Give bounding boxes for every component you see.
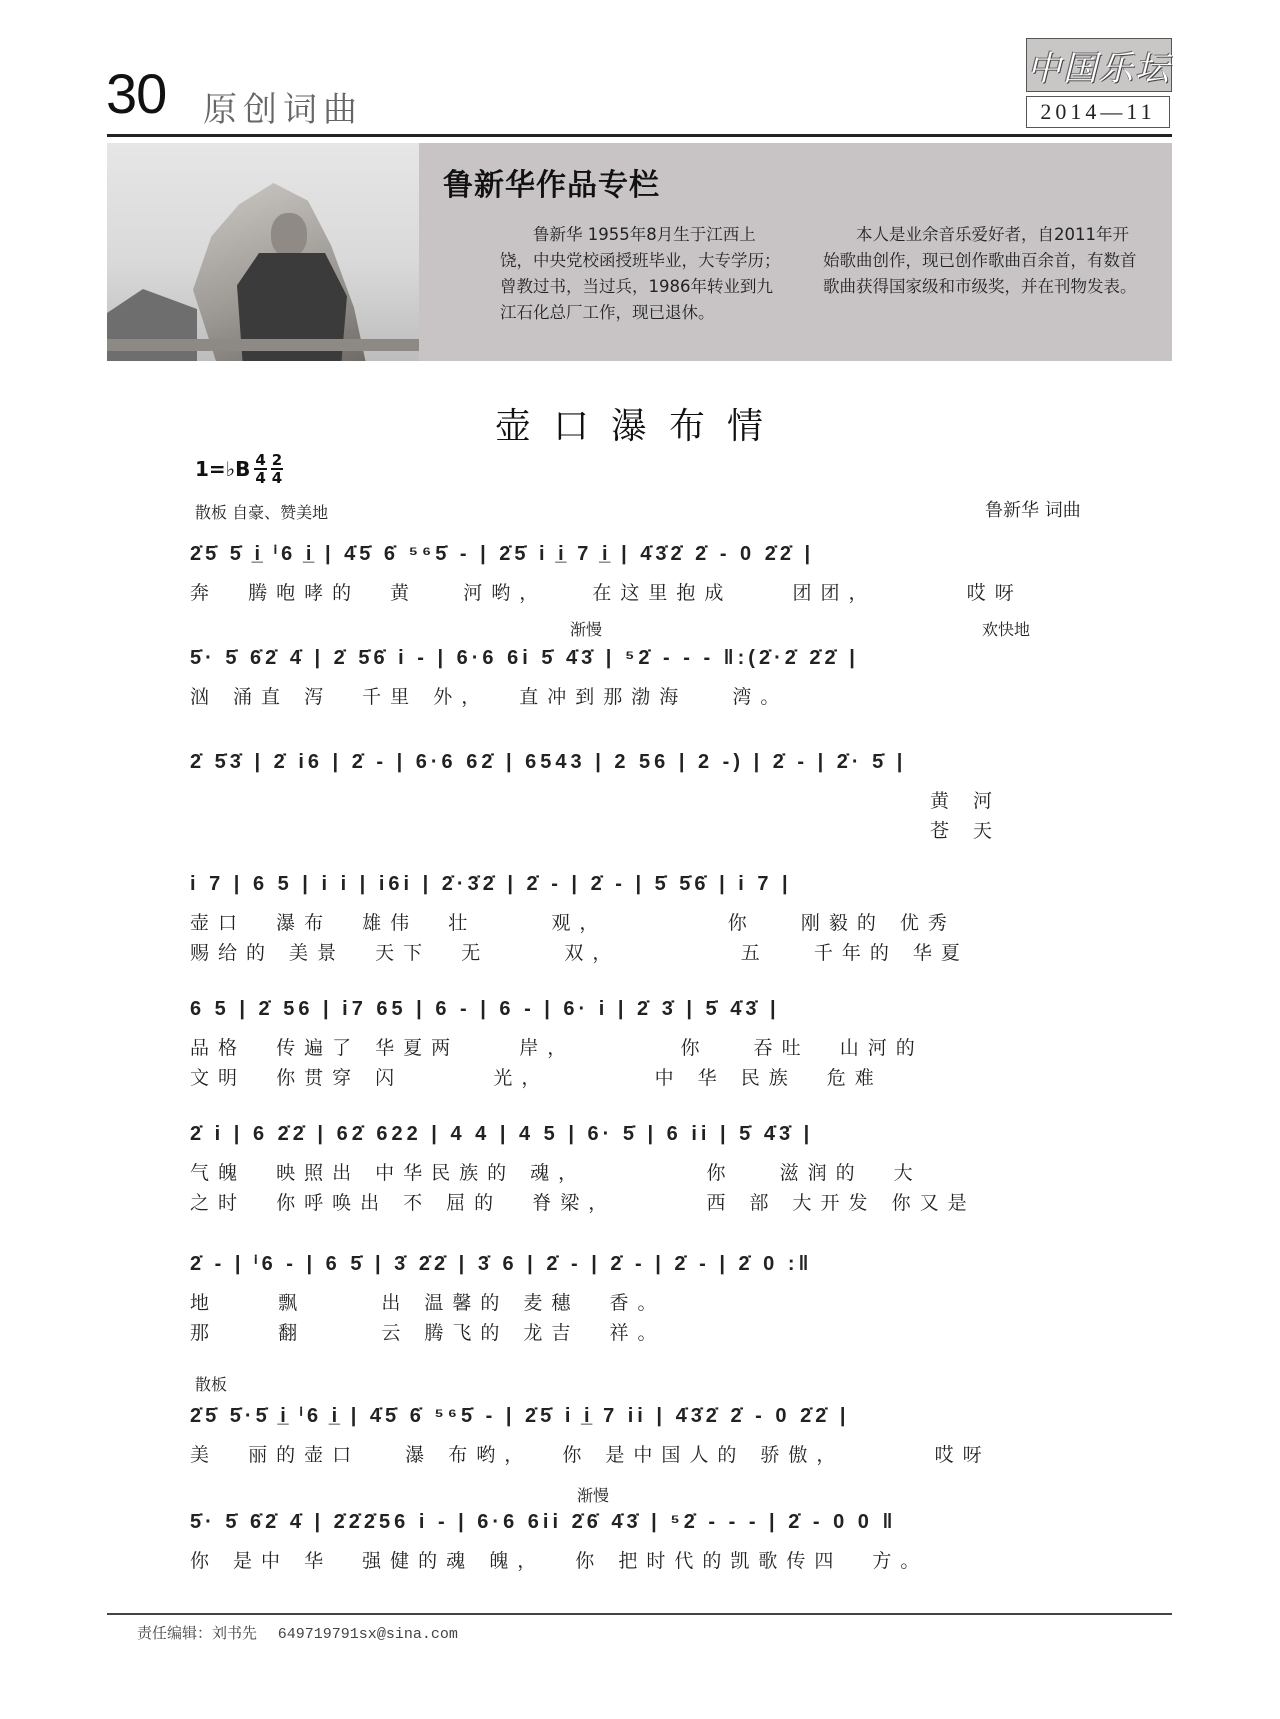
lyric-line: 地 飘 出 温馨的 麦穗 香。 bbox=[190, 1292, 666, 1314]
footer bbox=[137, 1622, 458, 1643]
issue-label: 2014—11 bbox=[1026, 96, 1170, 128]
key-label: 1=♭B bbox=[195, 457, 251, 481]
score-row-2 bbox=[190, 634, 1110, 712]
notation-line: 2̇5̇ 5̇·5̇ i̲ ⁱ6 i̲ | 4̇5̇ 6̇ ⁵⁶5̇ - | 2̇5̇ i i̲ 7 ii | 4̇3̇2̇ 2̇ - 0 2̇2̇ | bbox=[190, 1405, 850, 1427]
bio-left: 鲁新华 1955年8月生于江西上饶，中央党校函授班毕业，大专学历；曾教过书，当过兵，1986年转业到九江石化总厂工作，现已退休。 bbox=[500, 225, 781, 322]
editor-email[interactable]: 649719791sx@sina.com bbox=[277, 1626, 458, 1643]
lyric-line: 那 翻 云 腾飞的 龙吉 祥。 bbox=[190, 1322, 666, 1344]
lyric-line: 黄 河 bbox=[930, 790, 1002, 812]
lyric-line: 你 是中 华 强健的魂 魄， 你 把时代的凯歌传四 方。 bbox=[190, 1550, 929, 1572]
notation-line: 5̇· 5̇ 6̇2̇ 4̇ | 2̇ 5̇6̇ i - | 6·6 6i 5̇ 4̇3̇ | ⁵2̇ - - - ‖:(2̇·2̇ 2̇2̇ | bbox=[190, 647, 859, 669]
score-row-1 bbox=[190, 530, 1110, 608]
lyric-line: 壶口 瀑布 雄伟 壮 观， 你 刚毅的 优秀 bbox=[190, 912, 956, 934]
song-title: 壶口瀑布情 bbox=[494, 406, 785, 447]
notation-line: 2̇ i | 6 2̇2̇ | 62̇ 622 | 4 4 | 4 5 | 6· 5̇ | 6 ii | 5̇ 4̇3̇ | bbox=[190, 1123, 814, 1145]
score-row-9 bbox=[190, 1498, 1110, 1576]
marking-slowing-1: 渐慢 bbox=[570, 620, 603, 639]
fence-rail bbox=[107, 339, 419, 351]
notation-line: 5̇· 5̇ 6̇2̇ 4̇ | 2̇2̇2̇56 i - | 6·6 6ii 2̇6̇ 4̇3̇ | ⁵2̇ - - - | 2̇ - 0 0 ‖ bbox=[190, 1511, 897, 1533]
notation-line: 6 5 | 2̇ 56 | i7 65 | 6 - | 6 - | 6· i | 2̇ 3̇ | 5̇ 4̇3̇ | bbox=[190, 998, 780, 1020]
lyric-line: 之时 你呼唤出 不 屈的 脊梁， 西 部 大开发 你又是 bbox=[190, 1192, 976, 1214]
page-number: 30 bbox=[106, 62, 167, 125]
person-head bbox=[271, 213, 307, 257]
column-title: 鲁新华作品专栏 bbox=[443, 168, 660, 203]
lyric-line: 赐给的 美景 天下 无 双， 五 千年的 华夏 bbox=[190, 942, 969, 964]
lyric-line: 品格 传遍了 华夏两 岸， 你 吞吐 山河的 bbox=[190, 1037, 924, 1059]
score-row-7 bbox=[190, 1240, 1110, 1348]
header-divider bbox=[107, 134, 1172, 137]
bio-right: 本人是业余音乐爱好者，自2011年开始歌曲创作，现已创作歌曲百余首，有数首歌曲获得国家级和市级奖，并在刊物发表。 bbox=[823, 225, 1137, 296]
notation-line: 2̇ 5̇3̇ | 2̇ i6 | 2̇ - | 6·6 62̇ | 6543 | 2 56 | 2 -) | 2̇ - | 2̇· 5̇ | bbox=[190, 751, 907, 773]
lyric-line: 气魄 映照出 中华民族的 魂， 你 滋润的 大 bbox=[190, 1162, 922, 1184]
marking-slowing-2: 渐慢 bbox=[577, 1486, 610, 1505]
credit: 鲁新华 词曲 bbox=[985, 500, 1081, 521]
tempo-intro: 散板 自豪、赞美地 bbox=[195, 503, 329, 522]
editor-credit: 责任编辑：刘书先 bbox=[137, 1624, 258, 1642]
lyric-line: 奔 腾咆哮的 黄 河哟， 在这里抱成 团团， 哎呀 bbox=[190, 582, 1023, 604]
lyric-line: 美 丽的壶口 瀑 布哟， 你 是中国人的 骄傲， 哎呀 bbox=[190, 1444, 991, 1466]
score-row-4 bbox=[190, 860, 1110, 968]
footer-divider bbox=[107, 1613, 1172, 1615]
notation-line: 2̇5̇ 5̇ i̲ ⁱ6 i̲ | 4̇5̇ 6̇ ⁵⁶5̇ - | 2̇5̇ i i̲ 7 i̲ | 4̇3̇2̇ 2̇ - 0 2̇2̇ | bbox=[190, 543, 815, 565]
composer-photo bbox=[107, 143, 419, 361]
notation-line: i 7 | 6 5 | i i | i6i | 2̇·3̇2̇ | 2̇ - | 2̇ - | 5̇ 5̇6̇ | i 7 | bbox=[190, 873, 792, 895]
notation-line: 2̇ - | ⁱ6 - | 6 5̇ | 3̇ 2̇2̇ | 3̇ 6 | 2̇ - | 2̇ - | 2̇ - | 2̇ 0 :‖ bbox=[190, 1253, 813, 1275]
score-row-5 bbox=[190, 985, 1110, 1093]
key-signature bbox=[195, 452, 283, 486]
time-sig-4-4: $\frac{4}{4}$ bbox=[255, 451, 266, 487]
score-row-8 bbox=[190, 1392, 1110, 1470]
marking-free-tempo-2: 散板 bbox=[195, 1375, 228, 1394]
lyric-line: 汹 涌直 泻 千里 外， 直冲到那渤海 湾。 bbox=[190, 686, 789, 708]
magazine-logo: 中国乐坛 bbox=[1026, 38, 1172, 92]
lyric-line: 文明 你贯穿 闪 光， 中 华 民族 危难 bbox=[190, 1067, 883, 1089]
score-row-6 bbox=[190, 1110, 1110, 1218]
marking-joyful: 欢快地 bbox=[982, 620, 1031, 639]
time-sig-2-4: $\frac{2}{4}$ bbox=[271, 451, 283, 487]
section-title: 原创词曲 bbox=[203, 90, 363, 130]
score-row-3 bbox=[190, 738, 1110, 846]
lyric-line: 苍 天 bbox=[930, 820, 1002, 842]
